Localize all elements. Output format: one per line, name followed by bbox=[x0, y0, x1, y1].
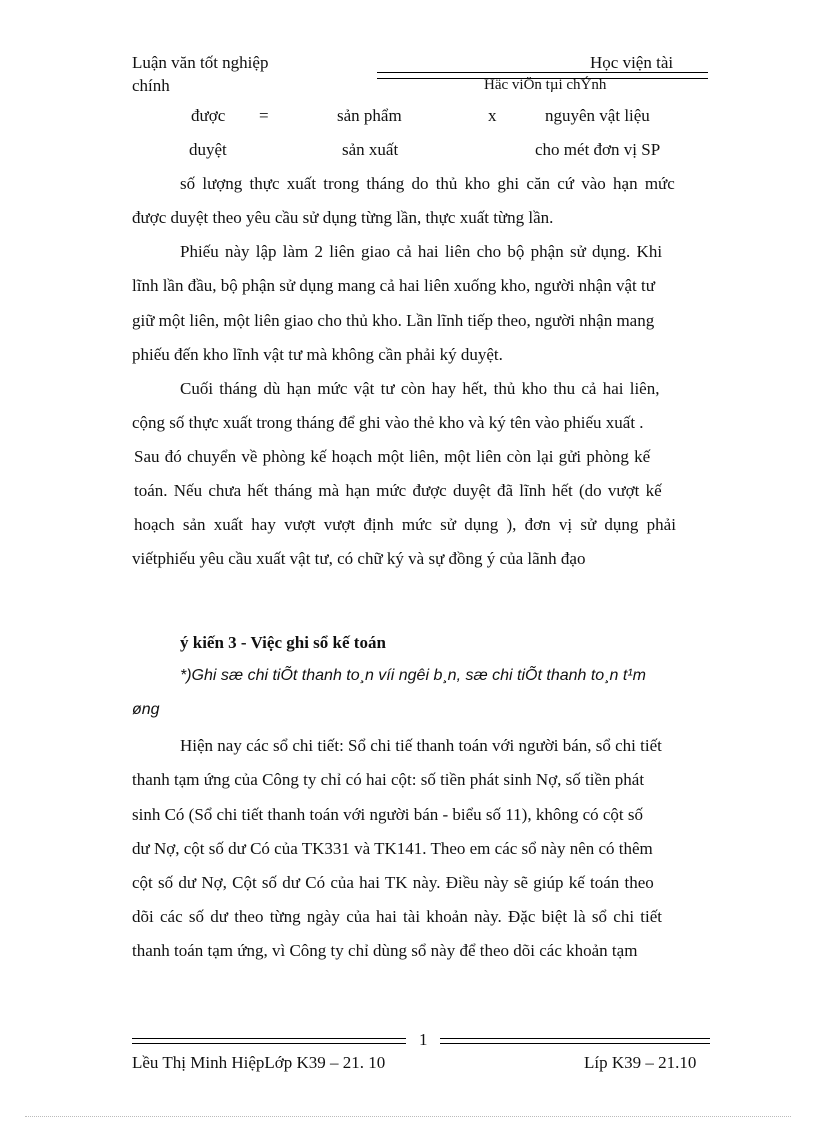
text-line: lĩnh lần đầu, bộ phận sử dụng mang cả hai liên xuống kho, người nhận vật tư bbox=[132, 276, 655, 295]
text-line: hoạch sản xuất hay vượt vượt định mức sử dụng ), đơn vị sử dụng phải bbox=[134, 515, 676, 534]
formula-word: sản phẩm bbox=[337, 106, 402, 125]
text-line: dõi các số dư theo từng ngày của hai tài khoản này. Đặc biệt là sổ chi tiết bbox=[132, 907, 663, 926]
footer-rule-left bbox=[132, 1038, 406, 1044]
header-right: Học viện tài bbox=[590, 53, 674, 72]
formula-word: cho mét đơn vị SP bbox=[535, 140, 661, 159]
formula-word: sản xuất bbox=[342, 140, 399, 159]
footer-rule-right bbox=[440, 1038, 710, 1044]
formula-word: được bbox=[191, 106, 226, 125]
text-line: Cuối tháng dù hạn mức vật tư còn hay hết, thủ kho thu cả hai liên, bbox=[180, 379, 660, 398]
formula-word: duyệt bbox=[189, 140, 227, 159]
header-continuation: chính bbox=[132, 76, 170, 95]
text-line: được duyệt theo yêu cầu sử dụng từng lần, thực xuất từng lần. bbox=[132, 208, 554, 227]
text-line: Phiếu này lập làm 2 liên giao cả hai liên cho bộ phận sử dụng. Khi bbox=[180, 242, 663, 261]
header-left: Luận văn tốt nghiệp bbox=[132, 53, 269, 72]
text-line: cộng số thực xuất trong tháng để ghi vào thẻ kho và ký tên vào phiếu xuất . bbox=[132, 413, 644, 432]
page-edge bbox=[25, 1116, 791, 1117]
page-number: 1 bbox=[419, 1030, 428, 1049]
footer-right: Líp K39 – 21.10 bbox=[584, 1053, 697, 1072]
header-garbled: Häc viÖn tµi chÝnh bbox=[484, 77, 607, 93]
formula-times: x bbox=[488, 106, 497, 125]
text-line: toán. Nếu chưa hết tháng mà hạn mức được duyệt đã lĩnh hết (do vượt kế bbox=[134, 481, 662, 500]
text-line: số lượng thực xuất trong tháng do thủ kho ghi căn cứ vào hạn mức bbox=[180, 174, 675, 193]
formula-word: nguyên vật liệu bbox=[545, 106, 650, 125]
text-line: viếtphiếu yêu cầu xuất vật tư, có chữ ký và sự đồng ý của lãnh đạo bbox=[132, 549, 586, 568]
section-heading: ý kiến 3 - Việc ghi sổ kế toán bbox=[180, 633, 386, 652]
text-line: thanh toán tạm ứng, vì Công ty chỉ dùng sổ này để theo dõi các khoản tạm bbox=[132, 941, 638, 960]
text-line: phiếu đến kho lĩnh vật tư mà không cần phải ký duyệt. bbox=[132, 345, 503, 364]
text-line: giữ một liên, một liên giao cho thủ kho. Lần lĩnh tiếp theo, người nhận mang bbox=[132, 311, 655, 330]
text-line: cột số dư Nợ, Cột số dư Có của hai TK này. Điều này sẽ giúp kế toán theo bbox=[132, 873, 654, 892]
text-line: Hiện nay các sổ chi tiết: Sổ chi tiế thanh toán với người bán, sổ chi tiết bbox=[180, 736, 662, 755]
text-line: Sau đó chuyển về phòng kế hoạch một liên, một liên còn lại gửi phòng kế bbox=[134, 447, 651, 466]
text-line: thanh tạm ứng của Công ty chỉ có hai cột: số tiền phát sinh Nợ, số tiền phát bbox=[132, 770, 645, 789]
text-line: sinh Có (Sổ chi tiết thanh toán với người bán - biểu số 11), không có cột số bbox=[132, 805, 644, 824]
text-line: dư Nợ, cột số dư Có của TK331 và TK141. Theo em các sổ này nên có thêm bbox=[132, 839, 653, 858]
section-subheading: *)Ghi sæ chi tiÕt thanh to¸n víi ngêi b¸n, sæ chi tiÕt thanh to¸n t¹m bbox=[180, 667, 646, 684]
formula-equals: = bbox=[259, 106, 269, 125]
footer-left: Lều Thị Minh HiệpLớp K39 – 21. 10 bbox=[132, 1053, 386, 1072]
section-subheading-cont: øng bbox=[132, 701, 160, 718]
